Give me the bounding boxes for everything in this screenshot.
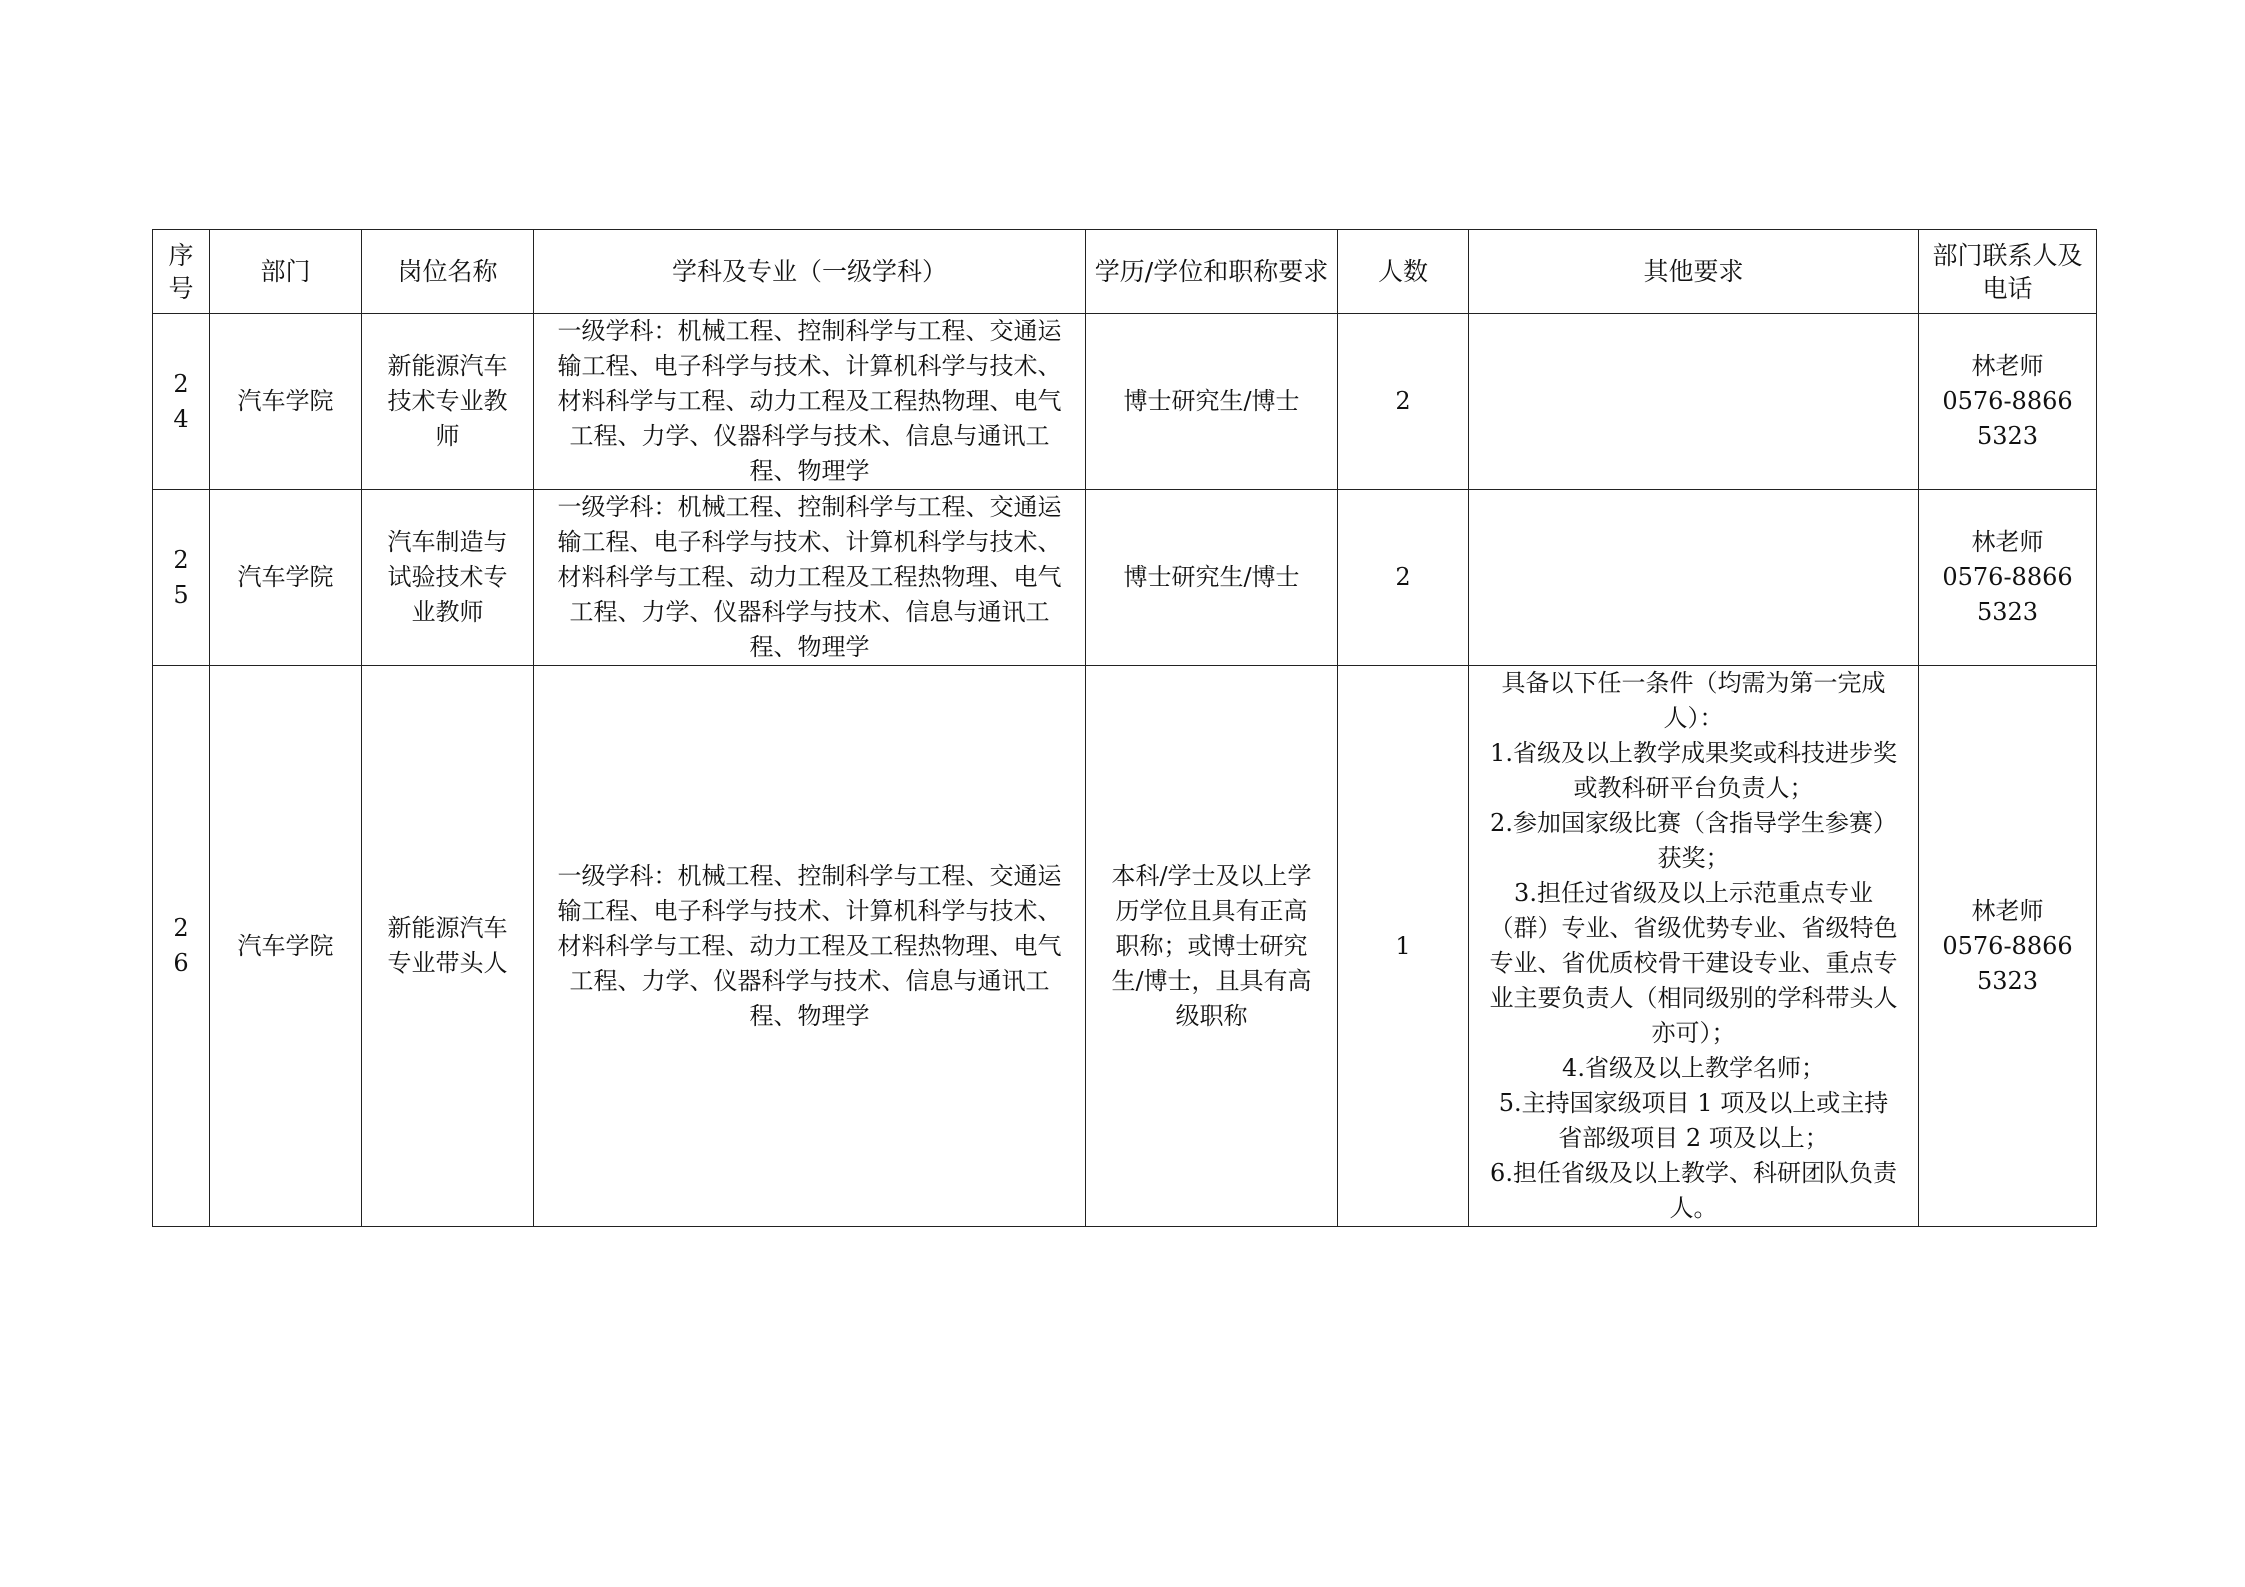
cell-subject: 一级学科：机械工程、控制科学与工程、交通运输工程、电子科学与技术、计算机科学与技术、材料科学与工程、动力工程及工程热物理、电气工程、力学、仪器科学与技术、信息与通讯工程、物理学 [534,490,1086,666]
cell-education: 本科/学士及以上学历学位且具有正高职称；或博士研究生/博士，且具有高级职称 [1086,666,1338,1227]
cell-subject: 一级学科：机械工程、控制科学与工程、交通运输工程、电子科学与技术、计算机科学与技术、材料科学与工程、动力工程及工程热物理、电气工程、力学、仪器科学与技术、信息与通讯工程、物理学 [534,666,1086,1227]
header-department: 部门 [210,230,362,314]
requirement-item: 3.担任过省级及以上示范重点专业（群）专业、省级优势专业、省级特色专业、省优质校骨干建设专业、重点专业主要负责人（相同级别的学科带头人亦可）； [1489,879,1898,1047]
cell-count: 2 [1338,490,1469,666]
contact-phone: 0576-88665323 [1942,563,2073,626]
table-row [153,314,2097,490]
cell-seq: 24 [153,314,210,490]
requirement-item: 4.省级及以上教学名师； [1562,1054,1825,1082]
cell-other-requirements [1469,666,1919,1227]
requirement-item: 2.参加国家级比赛（含指导学生参赛）获奖； [1490,809,1897,872]
cell-other [1469,490,1919,666]
requirement-item: 6.担任省级及以上教学、科研团队负责人。 [1490,1159,1897,1222]
cell-other [1469,314,1919,490]
cell-contact [1919,666,2097,1227]
cell-seq: 25 [153,490,210,666]
contact-phone: 0576-88665323 [1942,387,2073,450]
cell-department: 汽车学院 [210,490,362,666]
header-other: 其他要求 [1469,230,1919,314]
requirement-intro: 具备以下任一条件（均需为第一完成人）： [1501,669,1886,732]
cell-department: 汽车学院 [210,314,362,490]
contact-phone: 0576-88665323 [1942,931,2073,995]
cell-count: 1 [1338,666,1469,1227]
table-header-row [153,230,2097,314]
header-education: 学历/学位和职称要求 [1086,230,1338,314]
header-subject: 学科及专业（一级学科） [534,230,1086,314]
cell-position: 新能源汽车专业带头人 [362,666,534,1227]
header-seq: 序号 [153,230,210,314]
cell-position: 新能源汽车技术专业教师 [362,314,534,490]
cell-subject: 一级学科：机械工程、控制科学与工程、交通运输工程、电子科学与技术、计算机科学与技术、材料科学与工程、动力工程及工程热物理、电气工程、力学、仪器科学与技术、信息与通讯工程、物理学 [534,314,1086,490]
cell-position: 汽车制造与试验技术专业教师 [362,490,534,666]
requirement-item: 5.主持国家级项目 1 项及以上或主持省部级项目 2 项及以上； [1498,1089,1889,1152]
table-row [153,666,2097,1227]
cell-education: 博士研究生/博士 [1086,490,1338,666]
contact-name: 林老师 [1971,352,2044,380]
header-position: 岗位名称 [362,230,534,314]
cell-seq: 26 [153,666,210,1227]
header-contact: 部门联系人及电话 [1919,230,2097,314]
contact-name: 林老师 [1971,528,2044,556]
requirement-item: 1.省级及以上教学成果奖或科技进步奖或教科研平台负责人； [1490,739,1897,802]
header-count: 人数 [1338,230,1469,314]
recruitment-table [152,229,2097,1227]
contact-name: 林老师 [1971,896,2044,925]
cell-contact [1919,490,2097,666]
cell-department: 汽车学院 [210,666,362,1227]
cell-education: 博士研究生/博士 [1086,314,1338,490]
table-row [153,490,2097,666]
cell-contact [1919,314,2097,490]
cell-count: 2 [1338,314,1469,490]
